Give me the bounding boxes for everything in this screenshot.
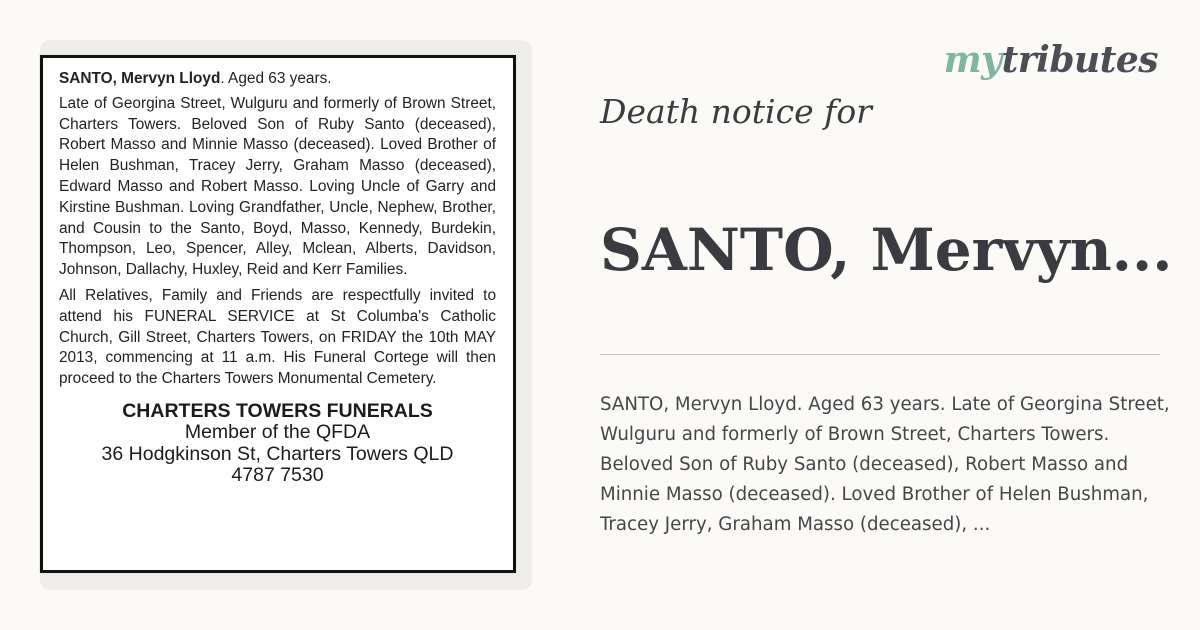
notice-deceased-name: SANTO, Mervyn Lloyd: [59, 70, 221, 87]
funeral-home-address: 36 Hodgkinson St, Charters Towers QLD: [101, 442, 454, 465]
notice-type-label: Death notice for: [600, 92, 872, 131]
funeral-home-name: CHARTERS TOWERS FUNERALS: [122, 399, 433, 422]
funeral-home-membership: Member of the QFDA: [184, 421, 371, 444]
logo-tributes-text: tributes: [1001, 39, 1158, 81]
deceased-name-headline: SANTO, Mervyn...: [600, 216, 1173, 284]
notice-family-paragraph: Late of Georgina Street, Wulguru and formerly of Brown Street, Charters Towers. Beloved Son of Ruby Santo (deceased), Robert Masso and Minnie Masso (deceased). Loved Brother of Helen Bushman, Tracey Jerry, Graham Masso (deceased), Edward Masso and Robert Masso. Loving Uncle of Garry and Kirstine Bushman. Loving Grandfather, Uncle, Nephew, Brother, and Cousin to the Santo, Boyd, Masso, Kennedy, Burdekin, Thompson, Leo, Spencer, Alley, Mclean, Alberts, Davidson, Johnson, Dallachy, Huxley, Reid and Kerr Families.: [59, 94, 496, 279]
logo-my-text: my: [943, 39, 1002, 81]
notice-image-card: [40, 40, 532, 590]
funeral-home-phone: 4787 7530: [231, 464, 324, 487]
notice-age: . Aged 63 years.: [220, 70, 332, 87]
notice-service-paragraph: All Relatives, Family and Friends are respectfully invited to attend his FUNERAL SERVICE at St Columba's Catholic Church, Gill Street, Charters Towers, on FRIDAY the 10th MAY 2013, commencing at 11 a.m. His Funeral Cortege will then proceed to the Charters Towers Monumental Cemetery.: [59, 286, 496, 388]
divider: [600, 354, 1160, 355]
mytributes-logo: [944, 38, 1158, 82]
death-notice-clipping: [40, 55, 516, 573]
notice-heading: [59, 69, 496, 90]
notice-excerpt: SANTO, Mervyn Lloyd. Aged 63 years. Late of Georgina Street, Wulguru and formerly of Brown Street, Charters Towers. Beloved Son of Ruby Santo (deceased), Robert Masso and Minnie Masso (deceased). Loved Brother of Helen Bushman, Tracey Jerry, Graham Masso (deceased), ...: [600, 394, 1170, 535]
funeral-home-block: [59, 401, 496, 487]
